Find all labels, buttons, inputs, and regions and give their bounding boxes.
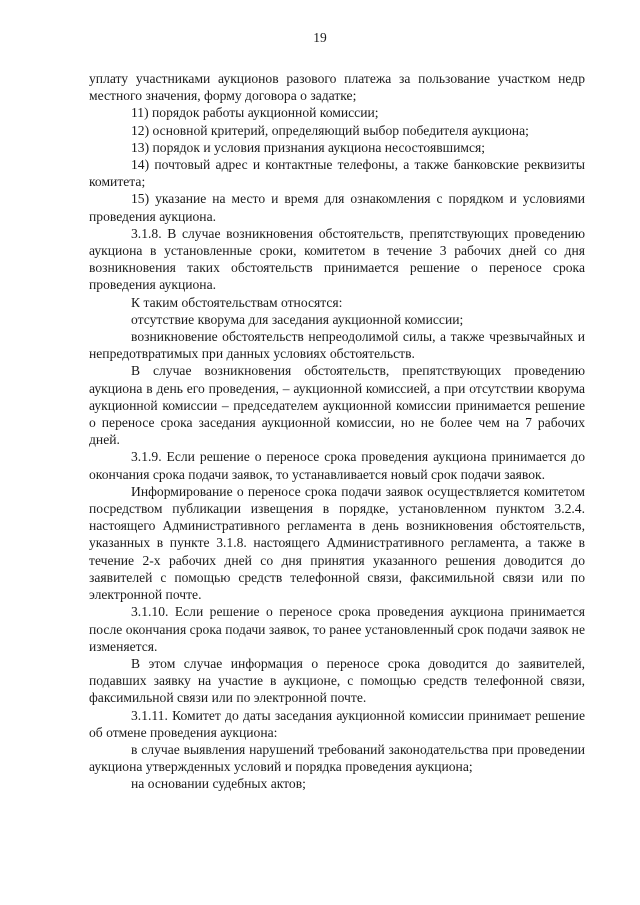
page-number: 19 (313, 30, 327, 45)
paragraph: 13) порядок и условия признания аукциона несостоявшимся; (131, 139, 486, 155)
paragraph: 11) порядок работы аукционной комиссии; (131, 105, 379, 121)
paragraph: уплату участниками аукционов разового платежа за пользование участком недр местного значения, форму договора о задатке; (89, 71, 585, 104)
paragraph: 12) основной критерий, определяющий выбор победителя аукциона; (131, 122, 529, 138)
paragraph: 15) указание на место и время для ознакомления с порядком и условиями проведения аукциона. (89, 191, 585, 224)
paragraph: в случае выявления нарушений требований законодательства при проведении аукциона утвержденных условий и порядка проведения аукциона; (89, 741, 585, 775)
paragraph: на основании судебных актов; (131, 776, 306, 792)
paragraph: 3.1.8. В случае возникновения обстоятельств, препятствующих проведению аукциона в установленные сроки, комитетом в течение 3 рабочих дней со дня возникновения таких обстоятельств принимается решение о переносе срока проведения аукциона. (89, 225, 585, 293)
paragraph: В этом случае информация о переносе срока доводится до заявителей, подавших заявку на участие в аукционе, с помощью средств телефонной связи, факсимильной связи или по электронной почте. (89, 655, 585, 706)
paragraph: 3.1.11. Комитет до даты заседания аукционной комиссии принимает решение об отмене проведения аукциона: (89, 707, 585, 740)
paragraph: отсутствие кворума для заседания аукционной комиссии; (131, 311, 464, 327)
paragraph: возникновение обстоятельств непреодолимой силы, а также чрезвычайных и непредотвратимых при данных условиях обстоятельств. (89, 329, 585, 362)
document-body (89, 70, 585, 793)
paragraph: 3.1.9. Если решение о переносе срока проведения аукциона принимается до окончания срока подачи заявок, то устанавливается новый срок подачи заявок. (89, 449, 585, 482)
paragraph: К таким обстоятельствам относятся: (131, 294, 343, 310)
paragraph: 3.1.10. Если решение о переносе срока проведения аукциона принимается после окончания срока подачи заявок, то ранее установленный срок подачи заявок не изменяется. (89, 604, 585, 654)
paragraph: Информирование о переносе срока подачи заявок осуществляется комитетом посредством публикации извещения в порядке, установленном пунктом 3.2.4. настоящего Административного регламента в день возникновения обстоятельств, указанных в пункте 3.1.8. настоящего Административного регламента, а также в течение 2-х рабочих дней со дня принятия указанного решения доводится до заявителей с помощью средств телефонной связи, факсимильной связи или по электронной почте. (89, 483, 585, 603)
paragraph: 14) почтовый адрес и контактные телефоны, а также банковские реквизиты комитета; (89, 157, 585, 190)
paragraph: В случае возникновения обстоятельств, препятствующих проведению аукциона в день его проведения, – аукционной комиссией, а при отсутствии кворума аукционной комиссии – председателем аукционной комиссии принимается решение о переносе срока заседания аукционной комиссии, но не более чем на 7 рабочих дней. (89, 363, 585, 448)
